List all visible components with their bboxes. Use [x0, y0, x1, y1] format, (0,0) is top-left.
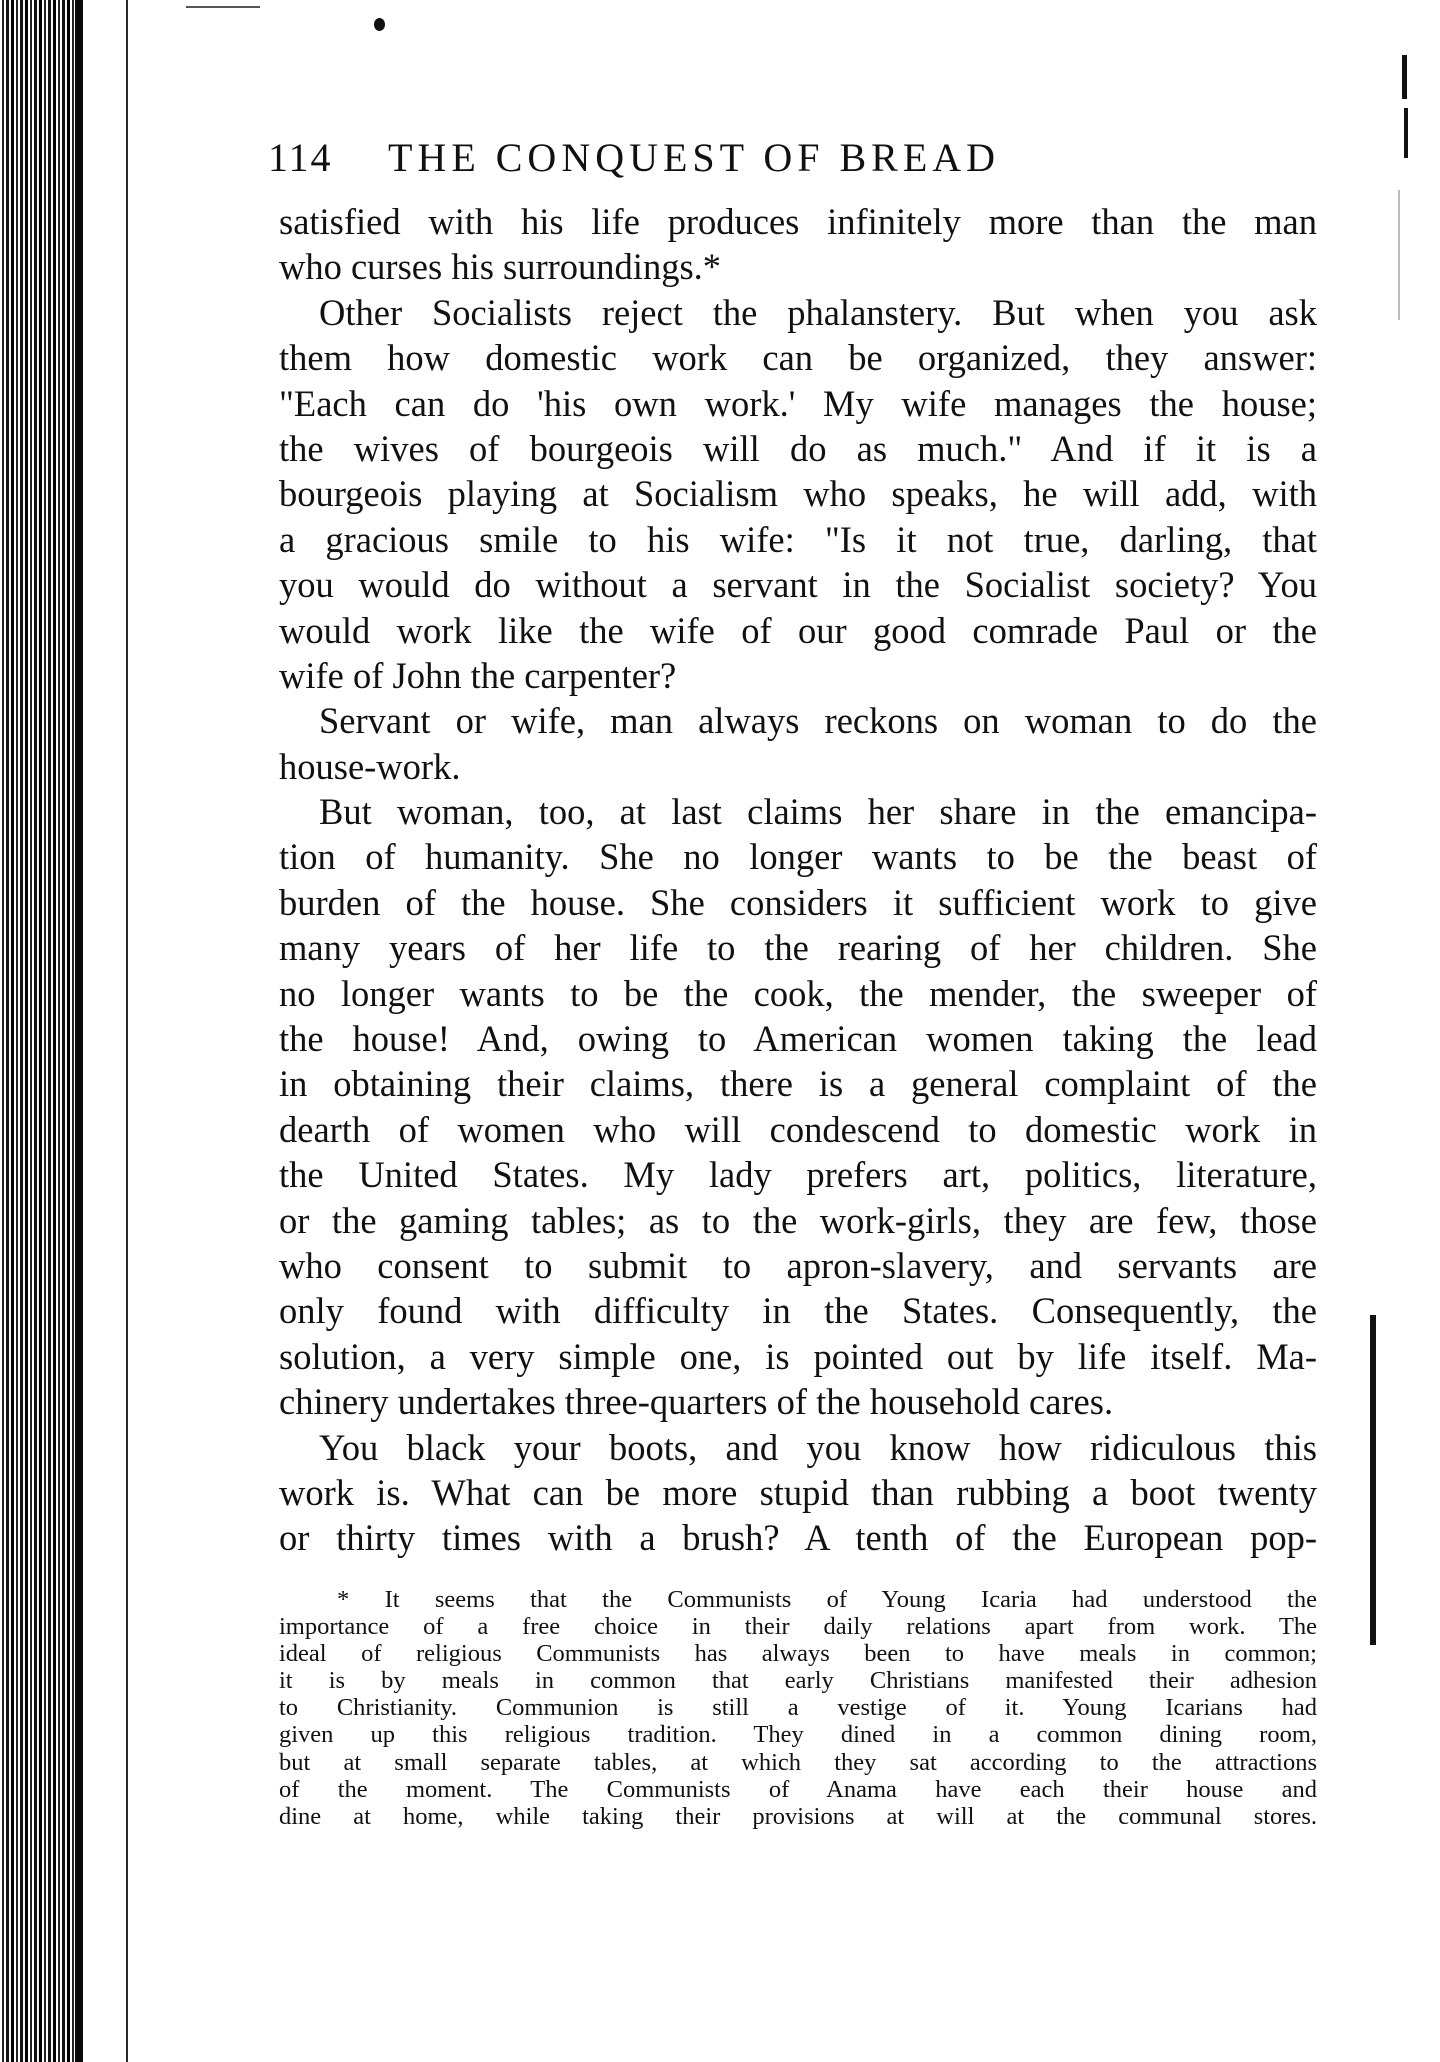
footnote-line: * It seems that the Communists of Young Icaria had understood the	[337, 1586, 1317, 1613]
body-line: would work like the wife of our good comrade Paul or the	[279, 609, 1317, 651]
footnote-line: but at small separate tables, at which they sat according to the attractions	[279, 1748, 1317, 1776]
body-line: burden of the house. She considers it sufficient work to give	[279, 881, 1317, 923]
body-line: bourgeois playing at Socialism who speaks, he will add, with	[279, 473, 1317, 515]
footnote-line: to Christianity. Communion is still a vestige of it. Young Icarians had	[279, 1694, 1317, 1722]
body-line: You black your boots, and you know how ridiculous this	[319, 1426, 1317, 1468]
body-line: only found with difficulty in the States. Consequently, the	[279, 1290, 1317, 1332]
running-title: THE CONQUEST OF BREAD	[388, 135, 1001, 180]
footnote-line: importance of a free choice in their daily relations apart from work. The	[279, 1613, 1317, 1641]
body-line: satisfied with his life produces infinitely more than the man	[279, 201, 1317, 242]
body-line: Other Socialists reject the phalanstery. But when you ask	[319, 291, 1317, 333]
body-text	[279, 199, 1317, 1561]
body-line: a gracious smile to his wife: "Is it not true, darling, that	[279, 518, 1317, 560]
body-line: who consent to submit to apron-slavery, and servants are	[279, 1244, 1317, 1286]
body-line: house-work.	[279, 745, 461, 787]
scan-smudge	[186, 6, 260, 8]
body-line: or the gaming tables; as to the work-girls, they are few, those	[279, 1199, 1317, 1241]
footnote-line: ideal of religious Communists has always been to have meals in common;	[279, 1640, 1317, 1668]
footnote-line: it is by meals in common that early Christians manifested their adhesion	[279, 1667, 1317, 1695]
footnote-line: dine at home, while taking their provisions at will at the communal stores.	[279, 1802, 1317, 1830]
body-line: the house! And, owing to American women taking the lead	[279, 1018, 1317, 1060]
body-line: no longer wants to be the cook, the mender, the sweeper of	[279, 972, 1317, 1014]
body-line: or thirty times with a brush? A tenth of the European pop-	[279, 1517, 1317, 1559]
body-line: But woman, too, at last claims her share in the emancipa-	[319, 791, 1317, 833]
body-line: dearth of women who will condescend to domestic work in	[279, 1108, 1317, 1150]
body-line: solution, a very simple one, is pointed out by life itself. Ma-	[279, 1335, 1317, 1377]
body-line: in obtaining their claims, there is a general complaint of the	[279, 1063, 1317, 1105]
body-line: wife of John the carpenter?	[279, 654, 677, 696]
body-line: "Each can do 'his own work.' My wife manages the house;	[279, 382, 1317, 424]
scan-gutter-shadow	[0, 0, 75, 2062]
body-line: tion of humanity. She no longer wants to be the beast of	[279, 836, 1317, 878]
page-number: 114	[268, 135, 333, 180]
scan-edge-mark	[1398, 190, 1400, 320]
body-line: chinery undertakes three-quarters of the household cares.	[279, 1381, 1114, 1423]
body-line: the United States. My lady prefers art, politics, literature,	[279, 1154, 1317, 1196]
scan-edge-mark	[1404, 108, 1408, 158]
body-line: Servant or wife, man always reckons on woman to do the	[319, 700, 1317, 742]
scan-edge-mark	[1370, 1315, 1376, 1645]
body-line: you would do without a servant in the Socialist society? You	[279, 564, 1317, 606]
page-binding-line	[126, 0, 128, 2062]
body-line: many years of her life to the rearing of her children. She	[279, 927, 1317, 969]
running-header	[268, 130, 1318, 186]
scan-binding-edge	[75, 0, 83, 2062]
body-line: the wives of bourgeois will do as much." And if it is a	[279, 427, 1317, 469]
body-line: them how domestic work can be organized, they answer:	[279, 337, 1317, 379]
body-line: who curses his surroundings.*	[279, 246, 722, 288]
footnote-line: given up this religious tradition. They dined in a common dining room,	[279, 1721, 1317, 1749]
body-line: work is. What can be more stupid than rubbing a boot twenty	[279, 1471, 1317, 1513]
footnote	[279, 1586, 1317, 1830]
scan-edge-mark	[1402, 55, 1407, 99]
ink-spot	[374, 18, 385, 31]
footnote-line: of the moment. The Communists of Anama have each their house and	[279, 1775, 1317, 1803]
